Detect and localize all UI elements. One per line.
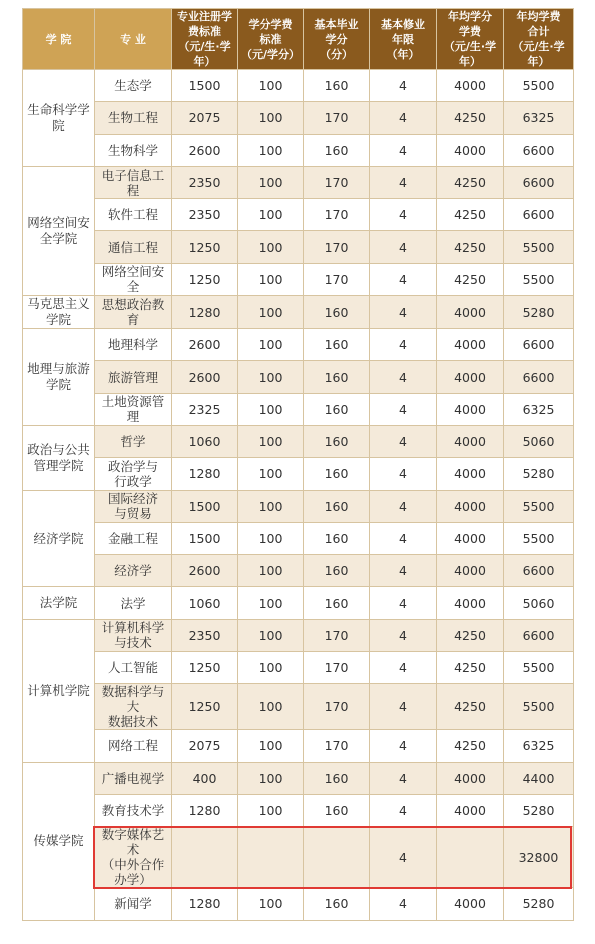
avg-credit-fee-cell: 4000 (437, 134, 504, 166)
table-row (23, 794, 574, 826)
total-cell: 5500 (504, 263, 574, 295)
total-cell: 5500 (504, 684, 574, 730)
header-credits-line: （分） (320, 47, 353, 61)
credit-fee-cell: 100 (238, 730, 304, 762)
credits-cell: 160 (304, 134, 370, 166)
credits-cell: 160 (304, 70, 370, 102)
avg-credit-fee-cell: 4000 (437, 329, 504, 361)
header-avg-credit-fee (437, 9, 504, 70)
credits-cell: 160 (304, 393, 370, 425)
avg-credit-fee-cell (437, 827, 504, 888)
table-row (23, 199, 574, 231)
header-years-line: 基本修业 (381, 17, 425, 31)
credits-cell (304, 827, 370, 888)
credit-fee-cell: 100 (238, 888, 304, 920)
credit-fee-cell: 100 (238, 458, 304, 490)
credit-fee-cell: 100 (238, 587, 304, 619)
years-cell: 4 (370, 361, 437, 393)
major-cell: 生物工程 (95, 102, 172, 134)
credit-fee-cell: 100 (238, 393, 304, 425)
credit-fee-cell: 100 (238, 522, 304, 554)
table-row (23, 827, 574, 888)
credits-cell: 170 (304, 231, 370, 263)
college-name-line: 传媒学院 (33, 833, 84, 849)
total-cell: 6600 (504, 361, 574, 393)
avg-credit-fee-cell: 4000 (437, 70, 504, 102)
major-cell: 通信工程 (95, 231, 172, 263)
major-cell: 软件工程 (95, 199, 172, 231)
reg-fee-cell: 400 (172, 762, 238, 794)
years-cell: 4 (370, 619, 437, 651)
credits-cell: 160 (304, 522, 370, 554)
table-header (23, 9, 574, 70)
total-cell: 5060 (504, 425, 574, 457)
total-cell: 6600 (504, 134, 574, 166)
years-cell: 4 (370, 134, 437, 166)
avg-credit-fee-cell: 4000 (437, 458, 504, 490)
major-cell (95, 619, 172, 651)
table-row (23, 296, 574, 329)
header-row (23, 9, 574, 70)
major-name-line: 数字媒体艺术 (101, 827, 165, 858)
credit-fee-cell: 100 (238, 102, 304, 134)
table-row (23, 730, 574, 762)
total-cell: 4400 (504, 762, 574, 794)
table-row (23, 619, 574, 651)
reg-fee-cell: 1250 (172, 684, 238, 730)
total-cell: 32800 (504, 827, 574, 888)
years-cell: 4 (370, 652, 437, 684)
credits-cell: 160 (304, 361, 370, 393)
total-cell: 6325 (504, 102, 574, 134)
reg-fee-cell: 2350 (172, 166, 238, 198)
avg-credit-fee-cell: 4250 (437, 652, 504, 684)
credits-cell: 170 (304, 730, 370, 762)
years-cell: 4 (370, 263, 437, 295)
credit-fee-cell (238, 827, 304, 888)
major-name-line: 政治学与 (107, 458, 158, 474)
total-cell: 5280 (504, 296, 574, 329)
credits-cell: 160 (304, 762, 370, 794)
reg-fee-cell: 1280 (172, 794, 238, 826)
table-row (23, 231, 574, 263)
reg-fee-cell: 2600 (172, 361, 238, 393)
major-cell: 教育技术学 (95, 794, 172, 826)
total-cell: 5500 (504, 522, 574, 554)
tuition-fee-table (22, 8, 574, 921)
reg-fee-cell: 2075 (172, 730, 238, 762)
years-cell: 4 (370, 684, 437, 730)
credits-cell: 170 (304, 166, 370, 198)
avg-credit-fee-cell: 4000 (437, 888, 504, 920)
total-cell: 5280 (504, 888, 574, 920)
college-cell (23, 490, 95, 587)
table-row (23, 652, 574, 684)
avg-credit-fee-cell: 4000 (437, 425, 504, 457)
credit-fee-cell: 100 (238, 361, 304, 393)
table-row (23, 522, 574, 554)
major-cell (95, 684, 172, 730)
table-row (23, 888, 574, 920)
table-row (23, 361, 574, 393)
total-cell: 5500 (504, 231, 574, 263)
credit-fee-cell: 100 (238, 490, 304, 522)
total-cell: 6600 (504, 555, 574, 587)
avg-credit-fee-cell: 4250 (437, 231, 504, 263)
major-cell: 金融工程 (95, 522, 172, 554)
college-name-line: 法学院 (39, 595, 78, 611)
total-cell: 6600 (504, 199, 574, 231)
reg-fee-cell: 1280 (172, 888, 238, 920)
table-row (23, 555, 574, 587)
avg-credit-fee-cell: 4000 (437, 762, 504, 794)
total-cell: 5500 (504, 70, 574, 102)
major-cell (95, 458, 172, 490)
table-row (23, 458, 574, 490)
major-name-line: 计算机科学 (101, 620, 165, 636)
reg-fee-cell: 1060 (172, 587, 238, 619)
avg-credit-fee-cell: 4250 (437, 199, 504, 231)
table-row (23, 134, 574, 166)
credits-cell: 160 (304, 888, 370, 920)
reg-fee-cell: 2350 (172, 619, 238, 651)
reg-fee-cell: 2600 (172, 555, 238, 587)
reg-fee-cell: 2350 (172, 199, 238, 231)
header-total-line: （元/生·学年） (512, 40, 565, 68)
total-cell: 6600 (504, 329, 574, 361)
header-credit-fee (238, 9, 304, 70)
table-row (23, 490, 574, 522)
reg-fee-cell (172, 827, 238, 888)
avg-credit-fee-cell: 4250 (437, 730, 504, 762)
years-cell: 4 (370, 329, 437, 361)
credits-cell: 170 (304, 684, 370, 730)
major-cell: 生态学 (95, 70, 172, 102)
total-cell: 5280 (504, 794, 574, 826)
college-cell (23, 296, 95, 329)
credits-cell: 170 (304, 102, 370, 134)
college-name-line: 地理与旅游 (27, 361, 90, 377)
table-row (23, 263, 574, 295)
years-cell: 4 (370, 425, 437, 457)
major-cell: 网络空间安全 (95, 263, 172, 295)
years-cell: 4 (370, 794, 437, 826)
total-cell: 6600 (504, 619, 574, 651)
college-name-line: 马克思主义 (27, 296, 90, 312)
years-cell: 4 (370, 490, 437, 522)
major-name-line: 与技术 (114, 635, 152, 651)
credits-cell: 160 (304, 329, 370, 361)
table-row (23, 329, 574, 361)
table-row (23, 70, 574, 102)
credit-fee-cell: 100 (238, 134, 304, 166)
table-row (23, 102, 574, 134)
table-row (23, 762, 574, 794)
major-cell: 地理科学 (95, 329, 172, 361)
reg-fee-cell: 2600 (172, 329, 238, 361)
header-avg-credit-fee-line: 年均学分 (448, 10, 492, 23)
header-credits (304, 9, 370, 70)
college-name-line: 网络空间安 (27, 214, 90, 230)
avg-credit-fee-cell: 4250 (437, 619, 504, 651)
major-name-line: 数据技术 (107, 714, 158, 730)
credit-fee-cell: 100 (238, 166, 304, 198)
avg-credit-fee-cell: 4000 (437, 794, 504, 826)
reg-fee-cell: 1060 (172, 425, 238, 457)
credit-fee-cell: 100 (238, 619, 304, 651)
avg-credit-fee-cell: 4250 (437, 166, 504, 198)
avg-credit-fee-cell: 4000 (437, 361, 504, 393)
credits-cell: 170 (304, 199, 370, 231)
header-credit-fee-line: 学分学费 (248, 17, 293, 31)
major-name-line: 数据科学与大 (101, 684, 165, 715)
reg-fee-cell: 1500 (172, 490, 238, 522)
avg-credit-fee-cell: 4250 (437, 684, 504, 730)
college-cell (23, 619, 95, 762)
credit-fee-cell: 100 (238, 652, 304, 684)
major-cell: 经济学 (95, 555, 172, 587)
avg-credit-fee-cell: 4000 (437, 393, 504, 425)
credits-cell: 160 (304, 425, 370, 457)
major-cell: 旅游管理 (95, 361, 172, 393)
credit-fee-cell: 100 (238, 555, 304, 587)
years-cell: 4 (370, 166, 437, 198)
total-cell: 6325 (504, 730, 574, 762)
college-cell (23, 587, 95, 619)
table-row (23, 684, 574, 730)
table-row (23, 425, 574, 457)
credits-cell: 160 (304, 490, 370, 522)
header-credit-fee-line: （元/学分） (240, 47, 301, 61)
credits-cell: 160 (304, 587, 370, 619)
avg-credit-fee-cell: 4250 (437, 263, 504, 295)
header-reg-fee-line: 专业注册学 (177, 10, 232, 23)
years-cell: 4 (370, 555, 437, 587)
header-major (95, 9, 172, 70)
avg-credit-fee-cell: 4000 (437, 555, 504, 587)
years-cell: 4 (370, 296, 437, 329)
total-cell: 6600 (504, 166, 574, 198)
college-name-line: 学院 (45, 312, 71, 328)
header-credits-line: 学分 (325, 32, 348, 46)
avg-credit-fee-cell: 4000 (437, 490, 504, 522)
credits-cell: 170 (304, 619, 370, 651)
reg-fee-cell: 1280 (172, 296, 238, 329)
major-cell: 广播电视学 (95, 762, 172, 794)
header-years-line: （年） (386, 47, 420, 61)
credit-fee-cell: 100 (238, 762, 304, 794)
years-cell: 4 (370, 888, 437, 920)
college-cell (23, 166, 95, 295)
credit-fee-cell: 100 (238, 329, 304, 361)
total-cell: 6325 (504, 393, 574, 425)
years-cell: 4 (370, 827, 437, 888)
header-college (23, 9, 95, 70)
header-years-line: 年限 (392, 32, 414, 46)
total-cell: 5500 (504, 490, 574, 522)
years-cell: 4 (370, 102, 437, 134)
reg-fee-cell: 2075 (172, 102, 238, 134)
years-cell: 4 (370, 231, 437, 263)
college-cell (23, 329, 95, 426)
years-cell: 4 (370, 393, 437, 425)
header-avg-credit-fee-line: 学费 (459, 25, 481, 38)
college-cell (23, 70, 95, 167)
reg-fee-cell: 1250 (172, 263, 238, 295)
header-total (504, 9, 574, 70)
header-years (370, 9, 437, 70)
table-row (23, 587, 574, 619)
college-name-line: 经济学院 (33, 530, 84, 546)
credits-cell: 170 (304, 263, 370, 295)
total-cell: 5060 (504, 587, 574, 619)
credit-fee-cell: 100 (238, 263, 304, 295)
header-avg-credit-fee-line: （元/生·学年） (443, 40, 497, 68)
header-total-line: 合计 (527, 25, 550, 38)
total-cell: 5280 (504, 458, 574, 490)
avg-credit-fee-cell: 4000 (437, 522, 504, 554)
major-cell: 法学 (95, 587, 172, 619)
major-name-line: 行政学 (114, 473, 152, 489)
reg-fee-cell: 1250 (172, 652, 238, 684)
table-row (23, 393, 574, 425)
header-reg-fee-line: 费标准 (188, 25, 221, 38)
credit-fee-cell: 100 (238, 70, 304, 102)
credits-cell: 160 (304, 458, 370, 490)
credit-fee-cell: 100 (238, 231, 304, 263)
header-college-line: 学 院 (45, 32, 72, 46)
college-name-line: 院 (52, 117, 65, 133)
avg-credit-fee-cell: 4000 (437, 296, 504, 329)
credit-fee-cell: 100 (238, 296, 304, 329)
college-cell (23, 762, 95, 920)
college-name-line: 管理学院 (33, 457, 84, 473)
college-cell (23, 425, 95, 490)
years-cell: 4 (370, 730, 437, 762)
header-reg-fee-line: （元/生·学年） (178, 40, 231, 68)
credit-fee-cell: 100 (238, 199, 304, 231)
avg-credit-fee-cell: 4000 (437, 587, 504, 619)
header-reg-fee (172, 9, 238, 70)
years-cell: 4 (370, 587, 437, 619)
total-cell: 5500 (504, 652, 574, 684)
credit-fee-cell: 100 (238, 684, 304, 730)
credit-fee-cell: 100 (238, 794, 304, 826)
header-major-line: 专 业 (120, 32, 146, 46)
credits-cell: 160 (304, 794, 370, 826)
credits-cell: 160 (304, 555, 370, 587)
table-body (23, 70, 574, 921)
major-name-line: 与贸易 (114, 506, 152, 522)
major-cell (95, 827, 172, 888)
credits-cell: 160 (304, 296, 370, 329)
reg-fee-cell: 1250 (172, 231, 238, 263)
major-cell: 新闻学 (95, 888, 172, 920)
college-name-line: 生命科学学 (27, 101, 90, 117)
major-name-line: 国际经济 (107, 491, 158, 507)
years-cell: 4 (370, 70, 437, 102)
college-name-line: 政治与公共 (27, 441, 90, 457)
major-cell: 生物科学 (95, 134, 172, 166)
college-name-line: 学院 (45, 377, 71, 393)
reg-fee-cell: 2600 (172, 134, 238, 166)
years-cell: 4 (370, 762, 437, 794)
years-cell: 4 (370, 522, 437, 554)
major-cell: 人工智能 (95, 652, 172, 684)
reg-fee-cell: 1280 (172, 458, 238, 490)
reg-fee-cell: 2325 (172, 393, 238, 425)
major-cell: 土地资源管理 (95, 393, 172, 425)
header-credit-fee-line: 标准 (259, 32, 282, 46)
college-name-line: 全学院 (39, 230, 78, 246)
reg-fee-cell: 1500 (172, 522, 238, 554)
header-total-line: 年均学费 (516, 10, 561, 23)
major-name-line: （中外合作办学） (101, 857, 165, 888)
credits-cell: 170 (304, 652, 370, 684)
reg-fee-cell: 1500 (172, 70, 238, 102)
years-cell: 4 (370, 458, 437, 490)
major-cell: 网络工程 (95, 730, 172, 762)
major-cell: 电子信息工程 (95, 166, 172, 198)
credit-fee-cell: 100 (238, 425, 304, 457)
college-name-line: 计算机学院 (27, 682, 90, 698)
years-cell: 4 (370, 199, 437, 231)
table-row (23, 166, 574, 198)
major-cell: 哲学 (95, 425, 172, 457)
avg-credit-fee-cell: 4250 (437, 102, 504, 134)
major-cell (95, 490, 172, 522)
major-cell: 思想政治教育 (95, 296, 172, 329)
header-credits-line: 基本毕业 (314, 17, 359, 31)
